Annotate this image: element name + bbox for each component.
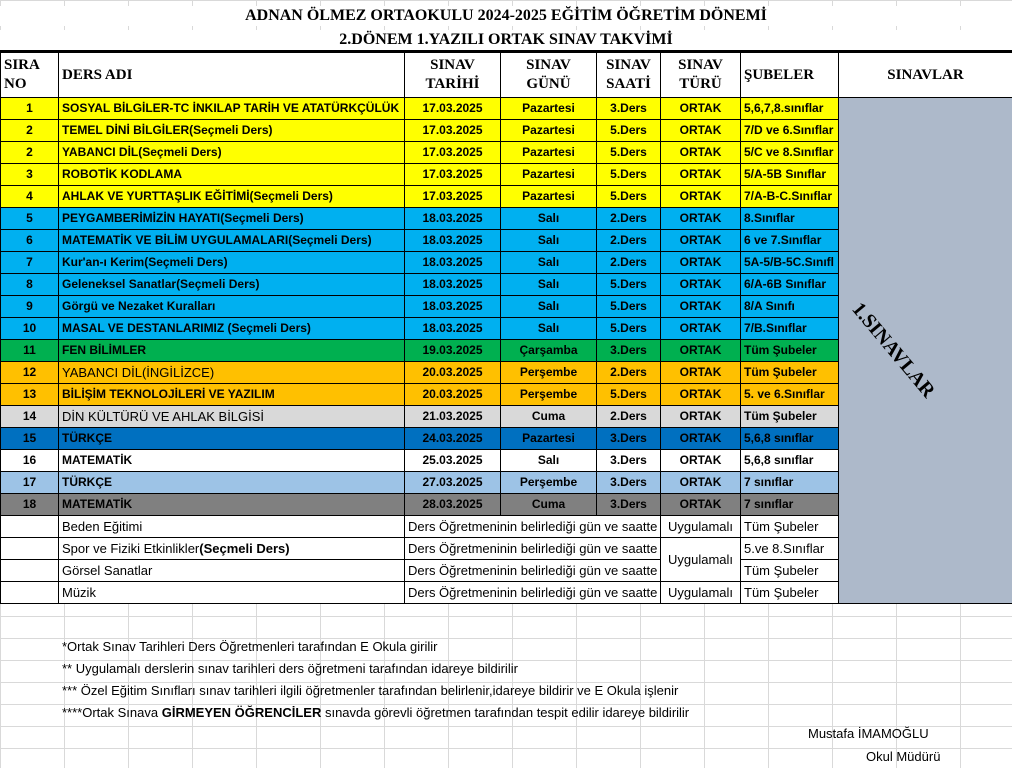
course-name: DİN KÜLTÜRÜ VE AHLAK BİLGİSİ (59, 406, 405, 428)
exam-day: Pazartesi (501, 428, 597, 450)
exam-classes: 5A-5/B-5C.Sınıfl (741, 252, 839, 274)
exam-type: ORTAK (661, 406, 741, 428)
row-number-empty (1, 582, 59, 604)
footnote: *Ortak Sınav Tarihleri Ders Öğretmenleri tarafından E Okula girilir (62, 639, 438, 654)
exam-date: 18.03.2025 (405, 274, 501, 296)
exam-date: 18.03.2025 (405, 230, 501, 252)
exam-classes: Tüm Şubeler (741, 340, 839, 362)
row-number: 3 (1, 164, 59, 186)
applied-course-name: Spor ve Fiziki Etkinlikler(Seçmeli Ders) (59, 538, 405, 560)
exam-day: Salı (501, 296, 597, 318)
applied-exam-type: Uygulamalı (661, 582, 741, 604)
header-ders-adi: DERS ADI (59, 53, 405, 98)
course-name: YABANCI DİL(Seçmeli Ders) (59, 142, 405, 164)
exam-type: ORTAK (661, 340, 741, 362)
applied-course-name: Beden Eğitimi (59, 516, 405, 538)
exam-classes: 7/D ve 6.Sınıflar (741, 120, 839, 142)
header-sira-no: SIRA NO (1, 53, 59, 98)
exam-date: 18.03.2025 (405, 208, 501, 230)
applied-course-name: Görsel Sanatlar (59, 560, 405, 582)
exam-date: 17.03.2025 (405, 186, 501, 208)
exam-type: ORTAK (661, 120, 741, 142)
exam-type: ORTAK (661, 318, 741, 340)
row-number: 1 (1, 98, 59, 120)
course-name: MASAL VE DESTANLARIMIZ (Seçmeli Ders) (59, 318, 405, 340)
exam-date: 17.03.2025 (405, 98, 501, 120)
course-name: PEYGAMBERİMİZİN HAYATI(Seçmeli Ders) (59, 208, 405, 230)
exam-date: 21.03.2025 (405, 406, 501, 428)
course-name: MATEMATİK VE BİLİM UYGULAMALARI(Seçmeli Ders) (59, 230, 405, 252)
exam-period: 3.Ders (597, 472, 661, 494)
header-sinav-gunu: SINAV GÜNÜ (501, 53, 597, 98)
exam-period: 3.Ders (597, 340, 661, 362)
row-number: 18 (1, 494, 59, 516)
row-number: 17 (1, 472, 59, 494)
exam-date: 24.03.2025 (405, 428, 501, 450)
exam-day: Cuma (501, 494, 597, 516)
exam-day: Pazartesi (501, 164, 597, 186)
exam-classes: 7 sınıflar (741, 472, 839, 494)
applied-classes: Tüm Şubeler (741, 516, 839, 538)
exam-type: ORTAK (661, 186, 741, 208)
exam-classes: 5/A-5B Sınıflar (741, 164, 839, 186)
exam-classes: Tüm Şubeler (741, 406, 839, 428)
applied-schedule-text: Ders Öğretmeninin belirlediği gün ve saatte (405, 538, 661, 560)
exam-classes: 7/A-B-C.Sınıflar (741, 186, 839, 208)
footnote: ** Uygulamalı derslerin sınav tarihleri ders öğretmeni tarafından idareye bildirilir (62, 661, 518, 676)
exam-type: ORTAK (661, 142, 741, 164)
course-name: TÜRKÇE (59, 472, 405, 494)
exam-classes: 5/C ve 8.Sınıflar (741, 142, 839, 164)
exam-classes: 5,6,7,8.sınıflar (741, 98, 839, 120)
exam-day: Perşembe (501, 362, 597, 384)
exam-period: 5.Ders (597, 384, 661, 406)
exam-date: 28.03.2025 (405, 494, 501, 516)
exam-period: 5.Ders (597, 274, 661, 296)
row-number: 12 (1, 362, 59, 384)
exam-date: 27.03.2025 (405, 472, 501, 494)
exam-period: 2.Ders (597, 406, 661, 428)
exam-period: 2.Ders (597, 230, 661, 252)
exam-date: 17.03.2025 (405, 164, 501, 186)
principal-role: Okul Müdürü (866, 749, 941, 764)
exam-day: Salı (501, 274, 597, 296)
exam-date: 18.03.2025 (405, 252, 501, 274)
exam-period: 3.Ders (597, 98, 661, 120)
row-number: 4 (1, 186, 59, 208)
exam-type: ORTAK (661, 252, 741, 274)
exam-date: 20.03.2025 (405, 362, 501, 384)
exam-period: 5.Ders (597, 120, 661, 142)
header-row (1, 53, 1012, 98)
exam-period: 3.Ders (597, 428, 661, 450)
principal-name: Mustafa İMAMOĞLU (808, 726, 929, 741)
exam-type: ORTAK (661, 296, 741, 318)
exam-classes: 5,6,8 sınıflar (741, 428, 839, 450)
exam-period: 2.Ders (597, 362, 661, 384)
row-number: 2 (1, 142, 59, 164)
header-sinavlar: SINAVLAR (839, 53, 1012, 98)
exam-type: ORTAK (661, 230, 741, 252)
course-name: AHLAK VE YURTTAŞLIK EĞİTİMİ(Seçmeli Ders) (59, 186, 405, 208)
exam-day: Salı (501, 208, 597, 230)
exam-type: ORTAK (661, 472, 741, 494)
course-name: TÜRKÇE (59, 428, 405, 450)
exam-day: Perşembe (501, 472, 597, 494)
exam-date: 17.03.2025 (405, 120, 501, 142)
exam-period: 5.Ders (597, 318, 661, 340)
applied-exam-type: Uygulamalı (661, 538, 741, 582)
exam-day: Salı (501, 230, 597, 252)
exam-classes: 5,6,8 sınıflar (741, 450, 839, 472)
exam-period: 2.Ders (597, 252, 661, 274)
course-name: TEMEL DİNİ BİLGİLER(Seçmeli Ders) (59, 120, 405, 142)
exam-classes: Tüm Şubeler (741, 362, 839, 384)
exam-day: Çarşamba (501, 340, 597, 362)
applied-schedule-text: Ders Öğretmeninin belirlediği gün ve saatte (405, 582, 661, 604)
exam-classes: 6 ve 7.Sınıflar (741, 230, 839, 252)
course-name: MATEMATİK (59, 494, 405, 516)
course-name: FEN BİLİMLER (59, 340, 405, 362)
course-name: Geleneksel Sanatlar(Seçmeli Ders) (59, 274, 405, 296)
row-number: 5 (1, 208, 59, 230)
applied-classes: Tüm Şubeler (741, 560, 839, 582)
exam-type: ORTAK (661, 98, 741, 120)
exam-date: 25.03.2025 (405, 450, 501, 472)
header-subeler: ŞUBELER (741, 53, 839, 98)
exam-period: 2.Ders (597, 208, 661, 230)
course-name: YABANCI DİL(İNGİLİZCE) (59, 362, 405, 384)
row-number: 15 (1, 428, 59, 450)
exam-type: ORTAK (661, 164, 741, 186)
exam-classes: 6/A-6B Sınıflar (741, 274, 839, 296)
course-name: Görgü ve Nezaket Kuralları (59, 296, 405, 318)
applied-schedule-text: Ders Öğretmeninin belirlediği gün ve saatte (405, 560, 661, 582)
exam-type: ORTAK (661, 208, 741, 230)
row-number: 10 (1, 318, 59, 340)
exam-period: 5.Ders (597, 186, 661, 208)
exam-day: Cuma (501, 406, 597, 428)
exam-date: 20.03.2025 (405, 384, 501, 406)
applied-course-name: Müzik (59, 582, 405, 604)
exam-day: Pazartesi (501, 120, 597, 142)
sinavlar-side-panel (839, 98, 1012, 604)
exam-type: ORTAK (661, 362, 741, 384)
course-name: Kur'an-ı Kerim(Seçmeli Ders) (59, 252, 405, 274)
applied-classes: Tüm Şubeler (741, 582, 839, 604)
header-sinav-tarihi: SINAV TARİHİ (405, 53, 501, 98)
exam-day: Pazartesi (501, 186, 597, 208)
exam-period: 5.Ders (597, 142, 661, 164)
document-subtitle: 2.DÖNEM 1.YAZILI ORTAK SINAV TAKVİMİ (0, 30, 1012, 52)
exam-type: ORTAK (661, 494, 741, 516)
exam-date: 19.03.2025 (405, 340, 501, 362)
exam-day: Salı (501, 252, 597, 274)
row-number-empty (1, 516, 59, 538)
header-sinav-saati: SINAV SAATİ (597, 53, 661, 98)
row-number: 16 (1, 450, 59, 472)
exam-date: 18.03.2025 (405, 296, 501, 318)
exam-day: Perşembe (501, 384, 597, 406)
exam-type: ORTAK (661, 428, 741, 450)
row-number: 14 (1, 406, 59, 428)
document-title: ADNAN ÖLMEZ ORTAOKULU 2024-2025 EĞİTİM ÖĞRETİM DÖNEMİ (0, 6, 1012, 26)
exam-period: 5.Ders (597, 164, 661, 186)
row-number: 11 (1, 340, 59, 362)
exam-classes: 7 sınıflar (741, 494, 839, 516)
row-number: 9 (1, 296, 59, 318)
exam-type: ORTAK (661, 384, 741, 406)
exam-date: 18.03.2025 (405, 318, 501, 340)
exam-day: Salı (501, 318, 597, 340)
exam-day: Salı (501, 450, 597, 472)
applied-schedule-text: Ders Öğretmeninin belirlediği gün ve saatte (405, 516, 661, 538)
course-name: ROBOTİK KODLAMA (59, 164, 405, 186)
row-number: 13 (1, 384, 59, 406)
row-number: 2 (1, 120, 59, 142)
course-name: BİLİŞİM TEKNOLOJİLERİ VE YAZILIM (59, 384, 405, 406)
exam-day: Pazartesi (501, 142, 597, 164)
exam-date: 17.03.2025 (405, 142, 501, 164)
exam-period: 3.Ders (597, 450, 661, 472)
exam-classes: 8.Sınıflar (741, 208, 839, 230)
course-name: MATEMATİK (59, 450, 405, 472)
exam-classes: 7/B.Sınıflar (741, 318, 839, 340)
table-row (1, 98, 1012, 120)
row-number: 8 (1, 274, 59, 296)
row-number: 6 (1, 230, 59, 252)
exam-schedule-table (0, 52, 1012, 604)
course-name: SOSYAL BİLGİLER-TC İNKILAP TARİH VE ATATÜRKÇÜLÜK (59, 98, 405, 120)
row-number: 7 (1, 252, 59, 274)
row-number-empty (1, 538, 59, 560)
side-label: 1.SINAVLAR (847, 298, 940, 403)
footnote: *** Özel Eğitim Sınıfları sınav tarihleri ilgili öğretmenler tarafından belirlenir,idareye bildirir ve E Okula işlenir (62, 683, 679, 698)
footnote: ****Ortak Sınava GİRMEYEN ÖĞRENCİLER sınavda görevli öğretmen tarafından tespit edilir idareye bildirilir (62, 705, 690, 720)
exam-type: ORTAK (661, 274, 741, 296)
applied-exam-type: Uygulamalı (661, 516, 741, 538)
row-number-empty (1, 560, 59, 582)
exam-day: Pazartesi (501, 98, 597, 120)
header-sinav-turu: SINAV TÜRÜ (661, 53, 741, 98)
exam-type: ORTAK (661, 450, 741, 472)
exam-classes: 8/A Sınıfı (741, 296, 839, 318)
exam-period: 3.Ders (597, 494, 661, 516)
exam-classes: 5. ve 6.Sınıflar (741, 384, 839, 406)
applied-classes: 5.ve 8.Sınıflar (741, 538, 839, 560)
exam-period: 5.Ders (597, 296, 661, 318)
notes-section (62, 636, 962, 724)
